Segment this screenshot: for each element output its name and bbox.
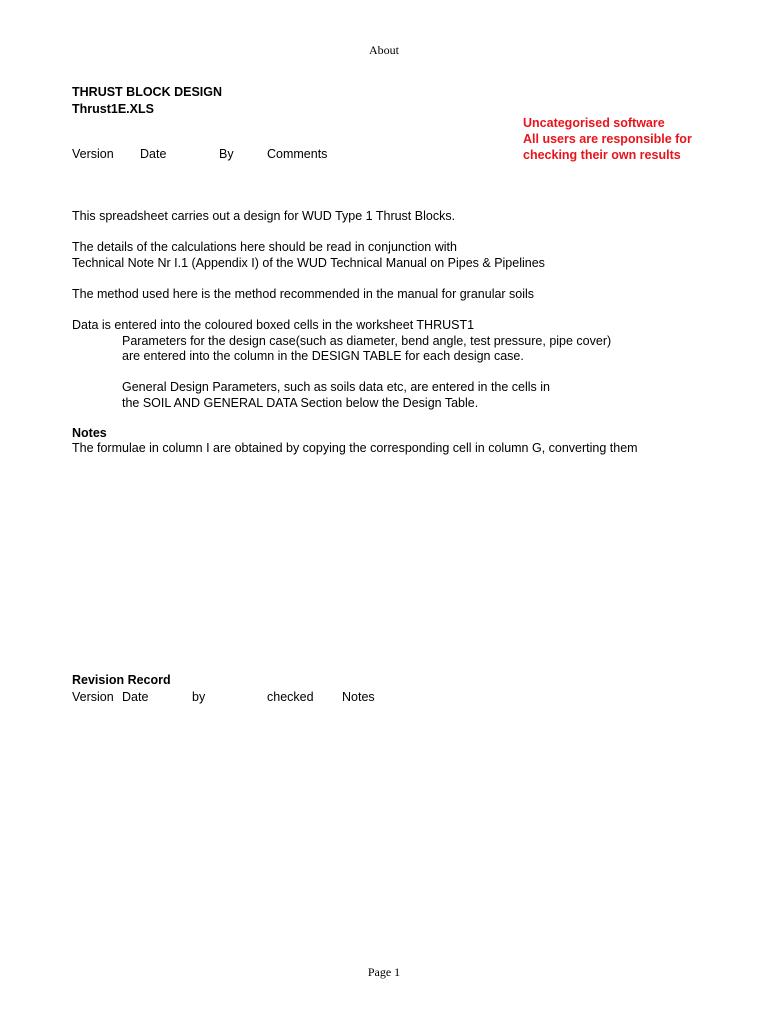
revision-header-version: Version — [72, 690, 114, 704]
warning-line-1: Uncategorised software — [523, 116, 665, 130]
paragraph-general-params-2: the SOIL AND GENERAL DATA Section below the Design Table. — [122, 396, 479, 410]
paragraph-data-entry-sub-1: Parameters for the design case(such as diameter, bend angle, test pressure, pipe cover) — [122, 334, 612, 348]
paragraph-details-line-1: The details of the calculations here should be read in conjunction with — [72, 240, 457, 254]
paragraph-method: The method used here is the method recommended in the manual for granular soils — [72, 287, 535, 301]
paragraph-general-params-1: General Design Parameters, such as soils data etc, are entered in the cells in — [122, 380, 550, 394]
doc-title: THRUST BLOCK DESIGN — [72, 85, 222, 99]
paragraph-data-entry-sub-2: are entered into the column in the DESIGN TABLE for each design case. — [122, 349, 524, 363]
revision-header-checked: checked — [267, 690, 314, 704]
version-header-date: Date — [140, 147, 167, 161]
warning-line-3: checking their own results — [523, 148, 681, 162]
page-footer: Page 1 — [367, 965, 401, 979]
notes-text: The formulae in column I are obtained by copying the corresponding cell in column G, converting them — [72, 441, 638, 455]
revision-header-notes: Notes — [342, 690, 375, 704]
version-header-version: Version — [72, 147, 114, 161]
paragraph-intro: This spreadsheet carries out a design for WUD Type 1 Thrust Blocks. — [72, 209, 456, 223]
warning-line-2: All users are responsible for — [523, 132, 692, 146]
revision-header-by: by — [192, 690, 206, 704]
revision-header-date: Date — [122, 690, 149, 704]
paragraph-details-line-2: Technical Note Nr I.1 (Appendix I) of the WUD Technical Manual on Pipes & Pipelines — [72, 256, 545, 270]
doc-filename: Thrust1E.XLS — [72, 102, 154, 116]
version-header-by: By — [219, 147, 234, 161]
revision-heading: Revision Record — [72, 673, 171, 687]
notes-heading: Notes — [72, 426, 107, 440]
page-header: About — [369, 43, 399, 57]
version-header-comments: Comments — [267, 147, 328, 161]
paragraph-data-entry: Data is entered into the coloured boxed cells in the worksheet THRUST1 — [72, 318, 475, 332]
